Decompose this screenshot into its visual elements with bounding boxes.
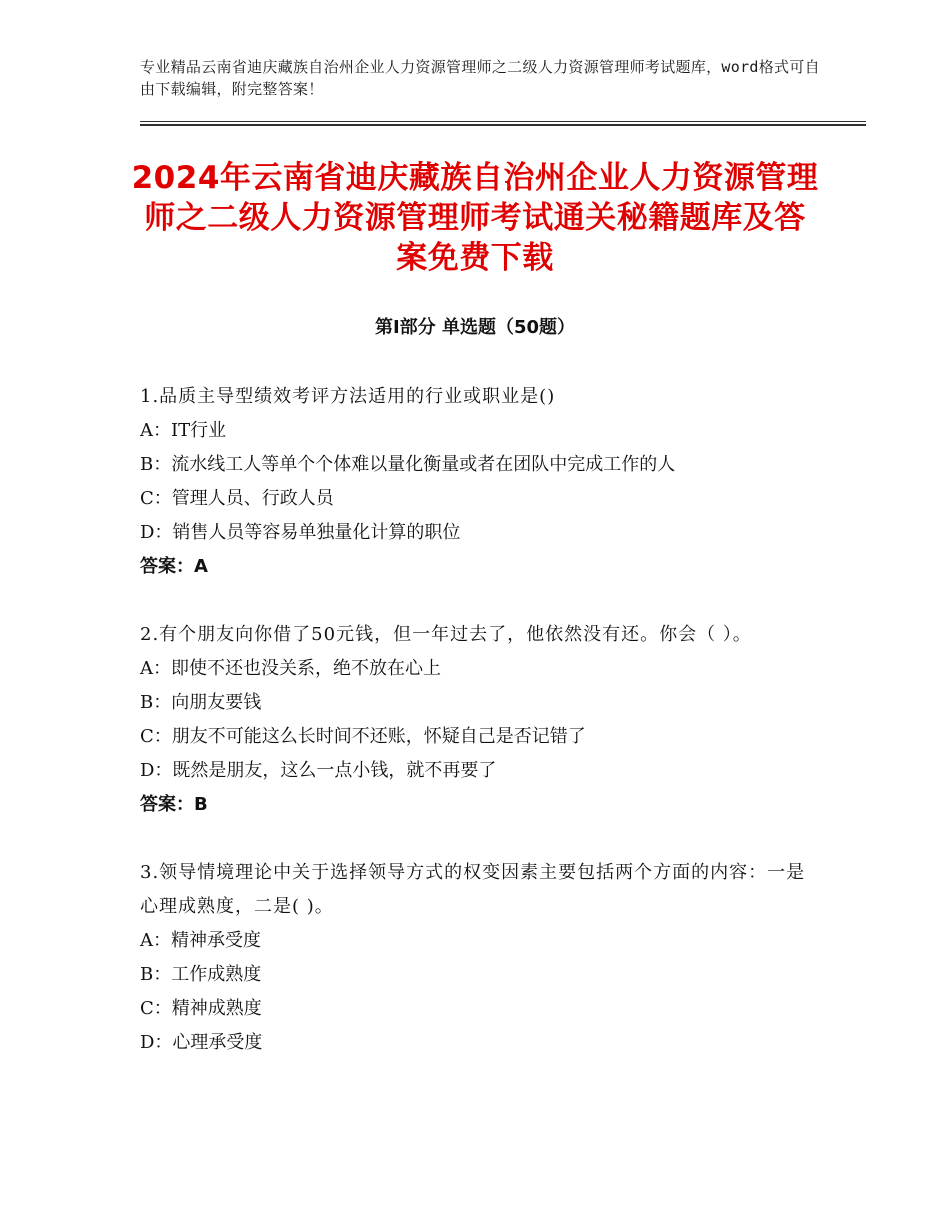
document-title: 2024年云南省迪庆藏族自治州企业人力资源管理师之二级人力资源管理师考试通关秘籍题库及答案免费下载: [131, 160, 819, 276]
option-d: D：销售人员等容易单独量化计算的职位: [140, 522, 461, 543]
question-stem: 1.品质主导型绩效考评方法适用的行业或职业是(): [140, 386, 556, 407]
answer-line: 答案：B: [140, 794, 208, 815]
question-list: [140, 380, 820, 1094]
question-stem: 3.领导情境理论中关于选择领导方式的权变因素主要包括两个方面的内容：一是心理成熟度，二是( )。: [140, 862, 806, 917]
answer-line: 答案：A: [140, 556, 208, 577]
option-c: C：朋友不可能这么长时间不还账，怀疑自己是否记错了: [140, 726, 586, 747]
option-a: A：精神承受度: [140, 930, 261, 951]
option-d: D：既然是朋友，这么一点小钱，就不再要了: [140, 760, 497, 781]
question-2: [140, 618, 820, 822]
question-stem: 2.有个朋友向你借了50元钱，但一年过去了，他依然没有还。你会（ ）。: [140, 624, 752, 645]
section-heading: 第Ⅰ部分 单选题（50题）: [374, 317, 575, 338]
option-a: A：IT行业: [140, 420, 227, 441]
header-divider-bottom: [140, 124, 866, 126]
question-3: [140, 856, 820, 1060]
option-a: A：即使不还也没关系，绝不放在心上: [140, 658, 441, 679]
option-c: C：管理人员、行政人员: [140, 488, 334, 509]
option-b: B：流水线工人等单个个体难以量化衡量或者在团队中完成工作的人: [140, 454, 676, 475]
option-d: D：心理承受度: [140, 1032, 263, 1053]
question-1: [140, 380, 820, 584]
option-b: B：向朋友要钱: [140, 692, 262, 713]
option-c: C：精神成熟度: [140, 998, 262, 1019]
header-note: 专业精品云南省迪庆藏族自治州企业人力资源管理师之二级人力资源管理师考试题库，word格式可自由下载编辑，附完整答案！: [140, 58, 820, 98]
option-b: B：工作成熟度: [140, 964, 262, 985]
header-divider-top: [140, 121, 866, 122]
